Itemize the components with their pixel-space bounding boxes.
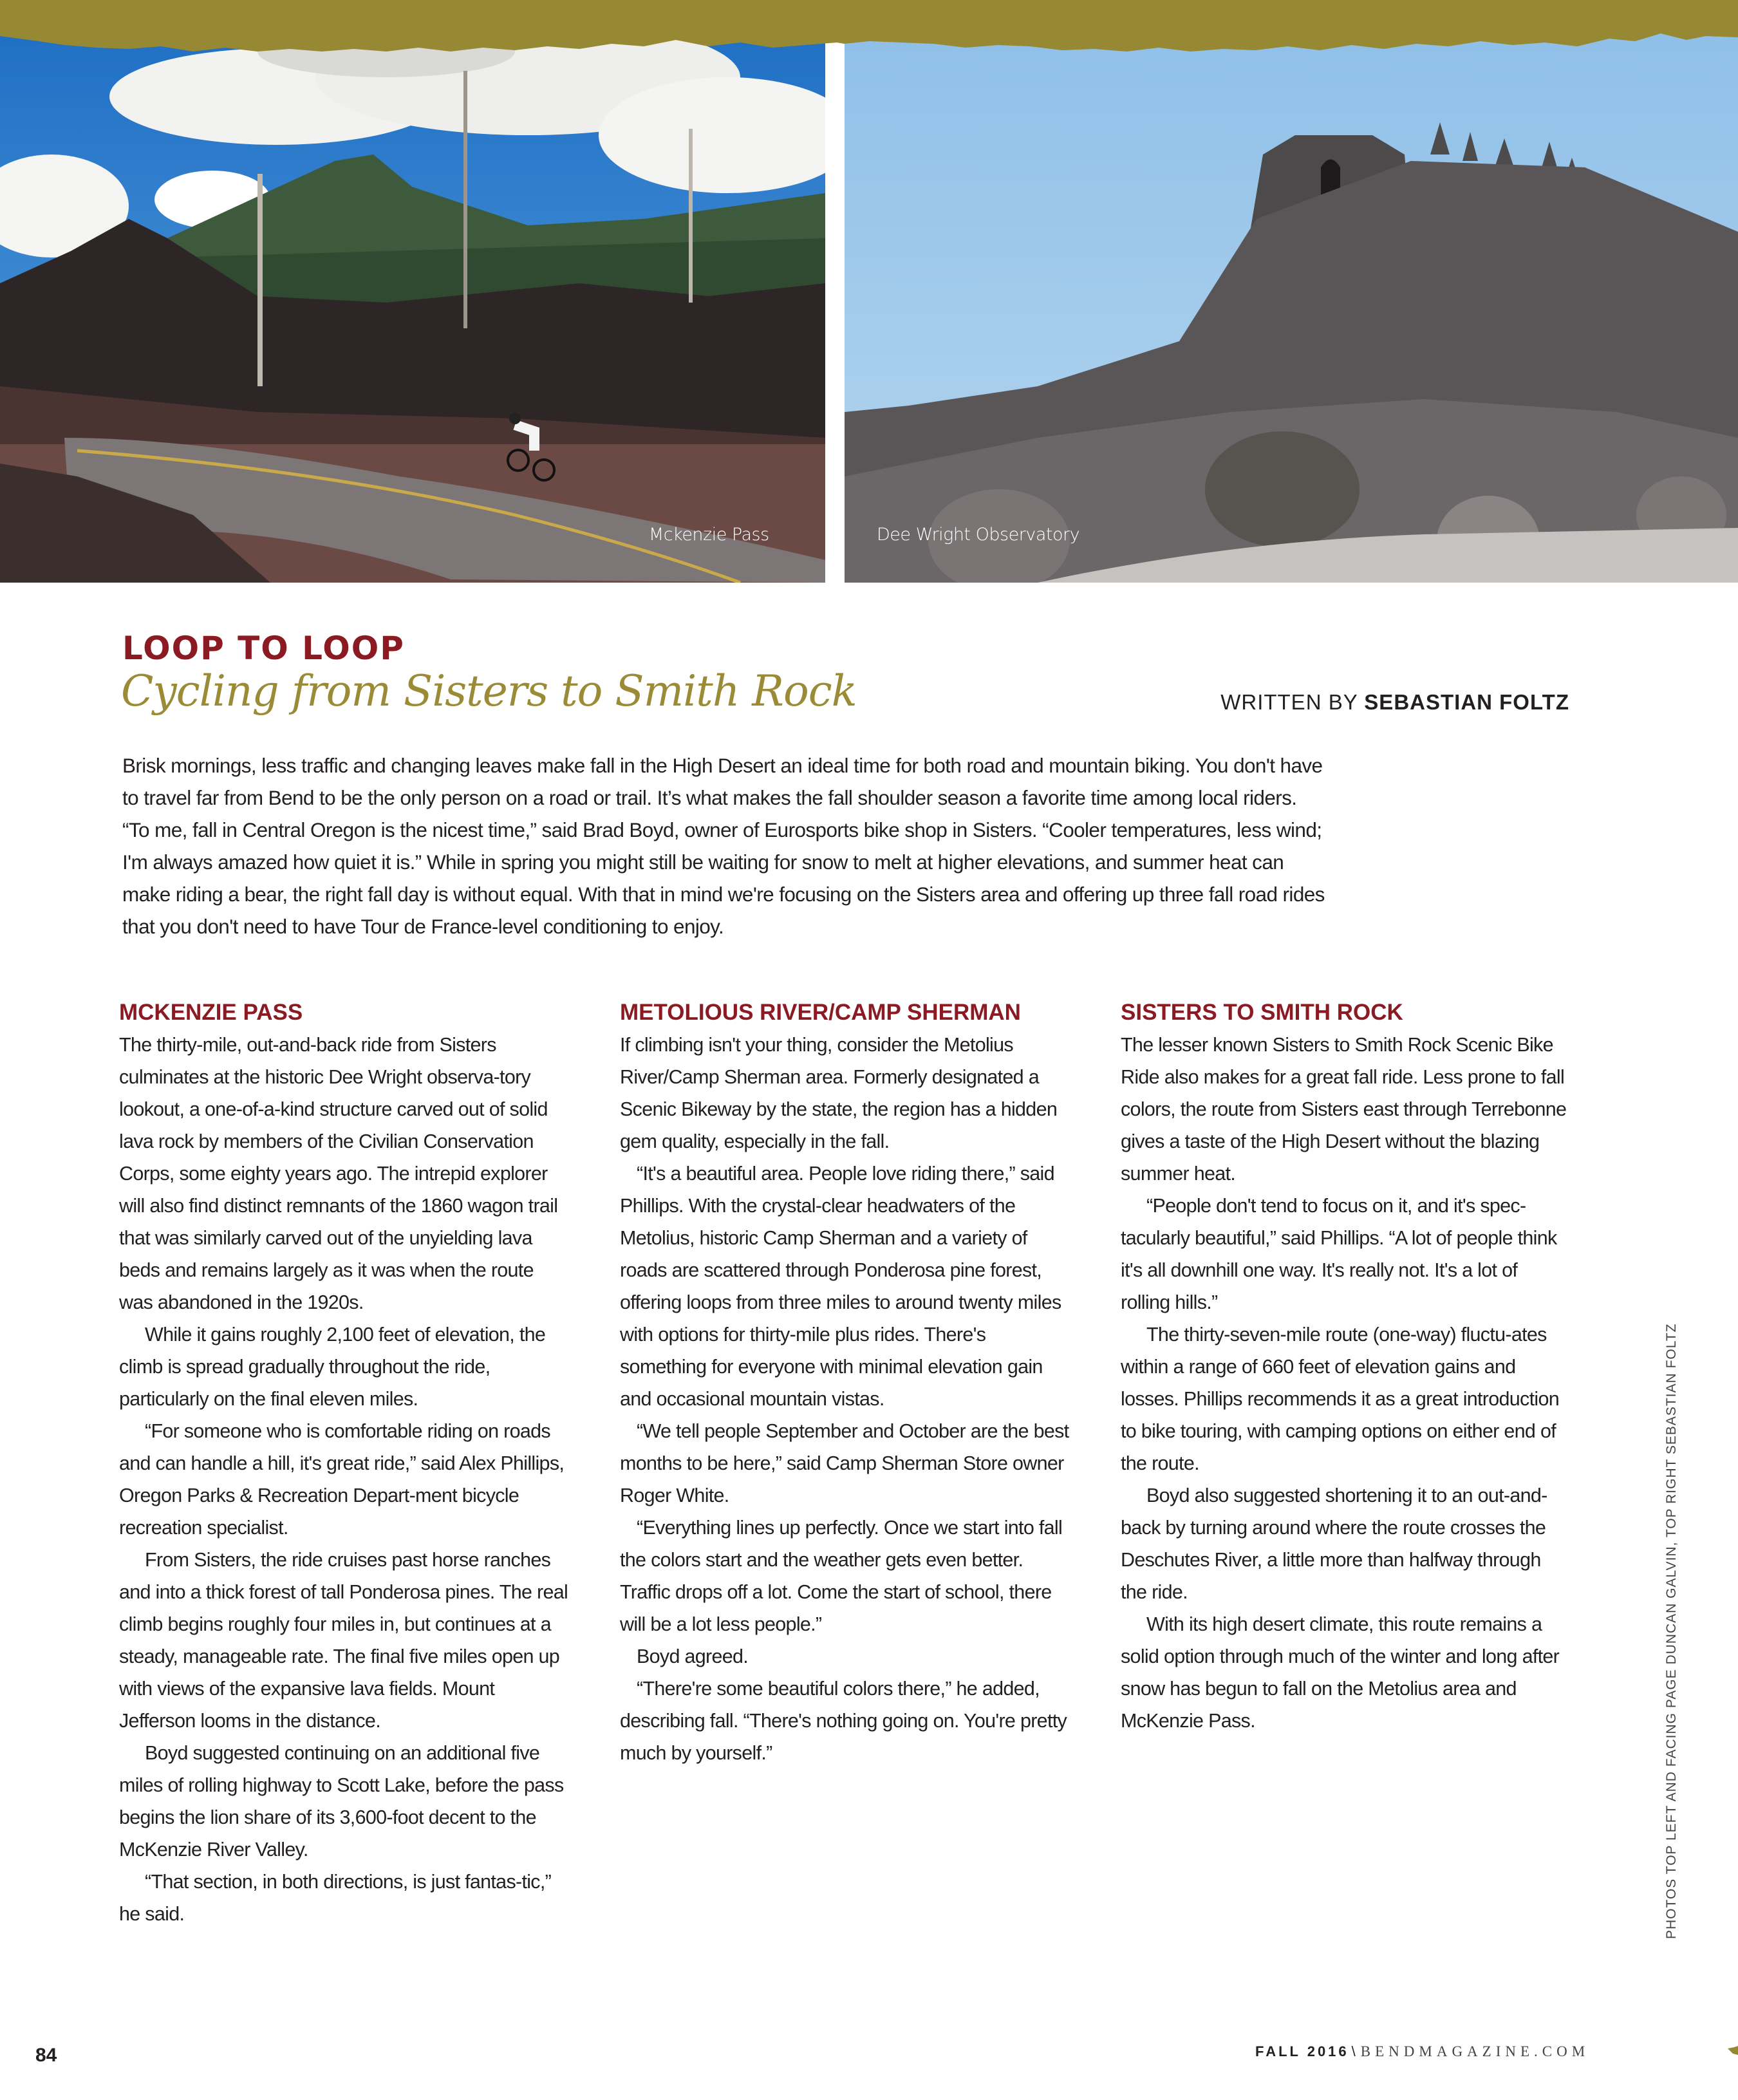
top-decorative-band: [0, 0, 1738, 52]
section-paragraph: Boyd suggested continuing on an additional five miles of rolling highway to Scott Lake, before the pass begins the lion share of its 3,600-foot decent to the McKenzie River Valley.: [119, 1742, 564, 1861]
section-paragraph: “Everything lines up perfectly. Once we start into fall the colors start and the weather gets even better. Traffic drops off a lot. Come the start of school, there will be a lot less people.”: [620, 1517, 1063, 1635]
section-sisters-to-smith-rock: [1121, 997, 1571, 1737]
section-metolius-river: [620, 997, 1070, 1769]
lava-rock-observatory-photo: [845, 26, 1738, 583]
section-paragraph: “That section, in both directions, is just fantas-tic,” he said.: [119, 1871, 552, 1925]
section-paragraph: The thirty-mile, out-and-back ride from Sisters culminates at the historic Dee Wright observa-tory lookout, a one-of-a-kind structure carved out of solid lava rock by members of the Civilian Conservation Corps, some eighty years ago. The intrepid explorer will also find distinct remnants of the 1860 wagon trail that was similarly carved out of the unyielding lava beds and remains largely as it was when the route was abandoned in the 1920s.: [119, 1034, 558, 1313]
photo-caption: Mckenzie Pass: [649, 525, 769, 545]
section-paragraph: “It's a beautiful area. People love riding there,” said Phillips. With the crystal-clear headwaters of the Metolius, historic Camp Sherman and a variety of roads are scattered through Ponderosa pine forest, offering loops from three miles to around twenty miles with options for thirty-mile plus rides. There's something for everyone with minimal elevation gain and occasional mountain vistas.: [620, 1163, 1061, 1410]
site-url: BENDMAGAZINE.COM: [1360, 2043, 1590, 2059]
photo-mckenzie-pass: [0, 26, 825, 583]
section-paragraph: “People don't tend to focus on it, and it's spec-tacularly beautiful,” said Phillips. “A lot of people think it's all downhill one way. It's really not. It's a lot of rolling hills.”: [1121, 1195, 1557, 1313]
section-paragraph: The thirty-seven-mile route (one-way) fluctu-ates within a range of 660 feet of elevation gains and losses. Phillips recommends it as a great introduction to bike touring, with camping options on either end of the route.: [1121, 1324, 1559, 1474]
section-paragraph: “For someone who is comfortable riding on roads and can handle a hill, it's great ride,” said Alex Phillips, Oregon Parks & Recreation Depart-ment bicycle recreation specialist.: [119, 1420, 565, 1539]
byline-prefix: WRITTEN BY: [1220, 690, 1358, 714]
corner-leaf-mark-icon: [1728, 2046, 1738, 2055]
section-paragraph: If climbing isn't your thing, consider the Metolius River/Camp Sherman area. Formerly designated a Scenic Bikeway by the state, the region has a hidden gem quality, especially in the fall.: [620, 1034, 1058, 1152]
section-paragraph: “There're some beautiful colors there,” he added, describing fall. “There's nothing going on. You're pretty much by yourself.”: [620, 1678, 1067, 1764]
section-paragraph: Boyd agreed.: [637, 1645, 749, 1667]
section-paragraph: “We tell people September and October are the best months to be here,” said Camp Sherman Store owner Roger White.: [620, 1420, 1069, 1506]
section-heading: SISTERS TO SMITH ROCK: [1121, 1000, 1403, 1025]
section-paragraph: With its high desert climate, this route remains a solid option through much of the winter and long after snow has begun to fall on the Metolius area and McKenzie Pass.: [1121, 1613, 1560, 1732]
page-number: 84: [35, 2045, 57, 2066]
photo-credit: PHOTOS TOP LEFT AND FACING PAGE DUNCAN GALVIN, TOP RIGHT SEBASTIAN FOLTZ: [1664, 1323, 1679, 1939]
footer-issue-line: [1255, 2043, 1589, 2060]
photo-dee-wright-observatory: [845, 26, 1738, 583]
section-paragraph: From Sisters, the ride cruises past horse ranches and into a thick forest of tall Ponderosa pines. The real climb begins roughly four miles in, but continues at a steady, manageable rate. The final five miles open up with views of the expansive lava fields. Mount Jefferson looms in the distance.: [119, 1549, 568, 1732]
author-name: SEBASTIAN FOLTZ: [1364, 690, 1569, 714]
intro-paragraph: Brisk mornings, less traffic and changing leaves make fall in the High Desert an ideal time for both road and mountain biking. You don't have to travel far from Bend to be the only person on a road or trail. It’s what makes the fall shoulder season a favorite time among local riders. “To me, fall in Central Oregon is the nicest time,” said Brad Boyd, owner of Eurosports bike shop in Sisters. “Cooler temperatures, less wind; I'm always amazed how quiet it is.” While in spring you might still be waiting for snow to melt at higher elevations, and summer heat can make riding a bear, the right fall day is without equal. With that in mind we're focusing on the Sisters area and offering up three fall road rides that you don't need to have Tour de France-level conditioning to enjoy.: [122, 754, 1325, 938]
section-paragraph: The lesser known Sisters to Smith Rock Scenic Bike Ride also makes for a great fall ride. Less prone to fall colors, the route from Sisters east through Terrebonne gives a taste of the High Desert without the blazing summer heat.: [1121, 1034, 1567, 1185]
byline: [1220, 690, 1569, 715]
photo-caption: Dee Wright Observatory: [877, 525, 1080, 545]
section-mckenzie-pass: [119, 997, 570, 1930]
section-paragraph: Boyd also suggested shortening it to an out-and-back by turning around where the route crosses the Deschutes River, a little more than halfway through the ride.: [1121, 1485, 1547, 1603]
article-kicker: LOOP TO LOOP: [122, 630, 405, 667]
section-heading: MCKENZIE PASS: [119, 1000, 303, 1025]
cyclist-on-lava-road-photo: [0, 26, 825, 583]
issue-label: FALL 2016: [1255, 2043, 1349, 2059]
article-title: Cycling from Sisters to Smith Rock: [121, 666, 857, 716]
footer-separator: \: [1351, 2043, 1358, 2059]
section-heading: METOLIOUS RIVER/CAMP SHERMAN: [620, 1000, 1021, 1025]
section-paragraph: While it gains roughly 2,100 feet of elevation, the climb is spread gradually throughout the ride, particularly on the final eleven miles.: [119, 1324, 546, 1410]
